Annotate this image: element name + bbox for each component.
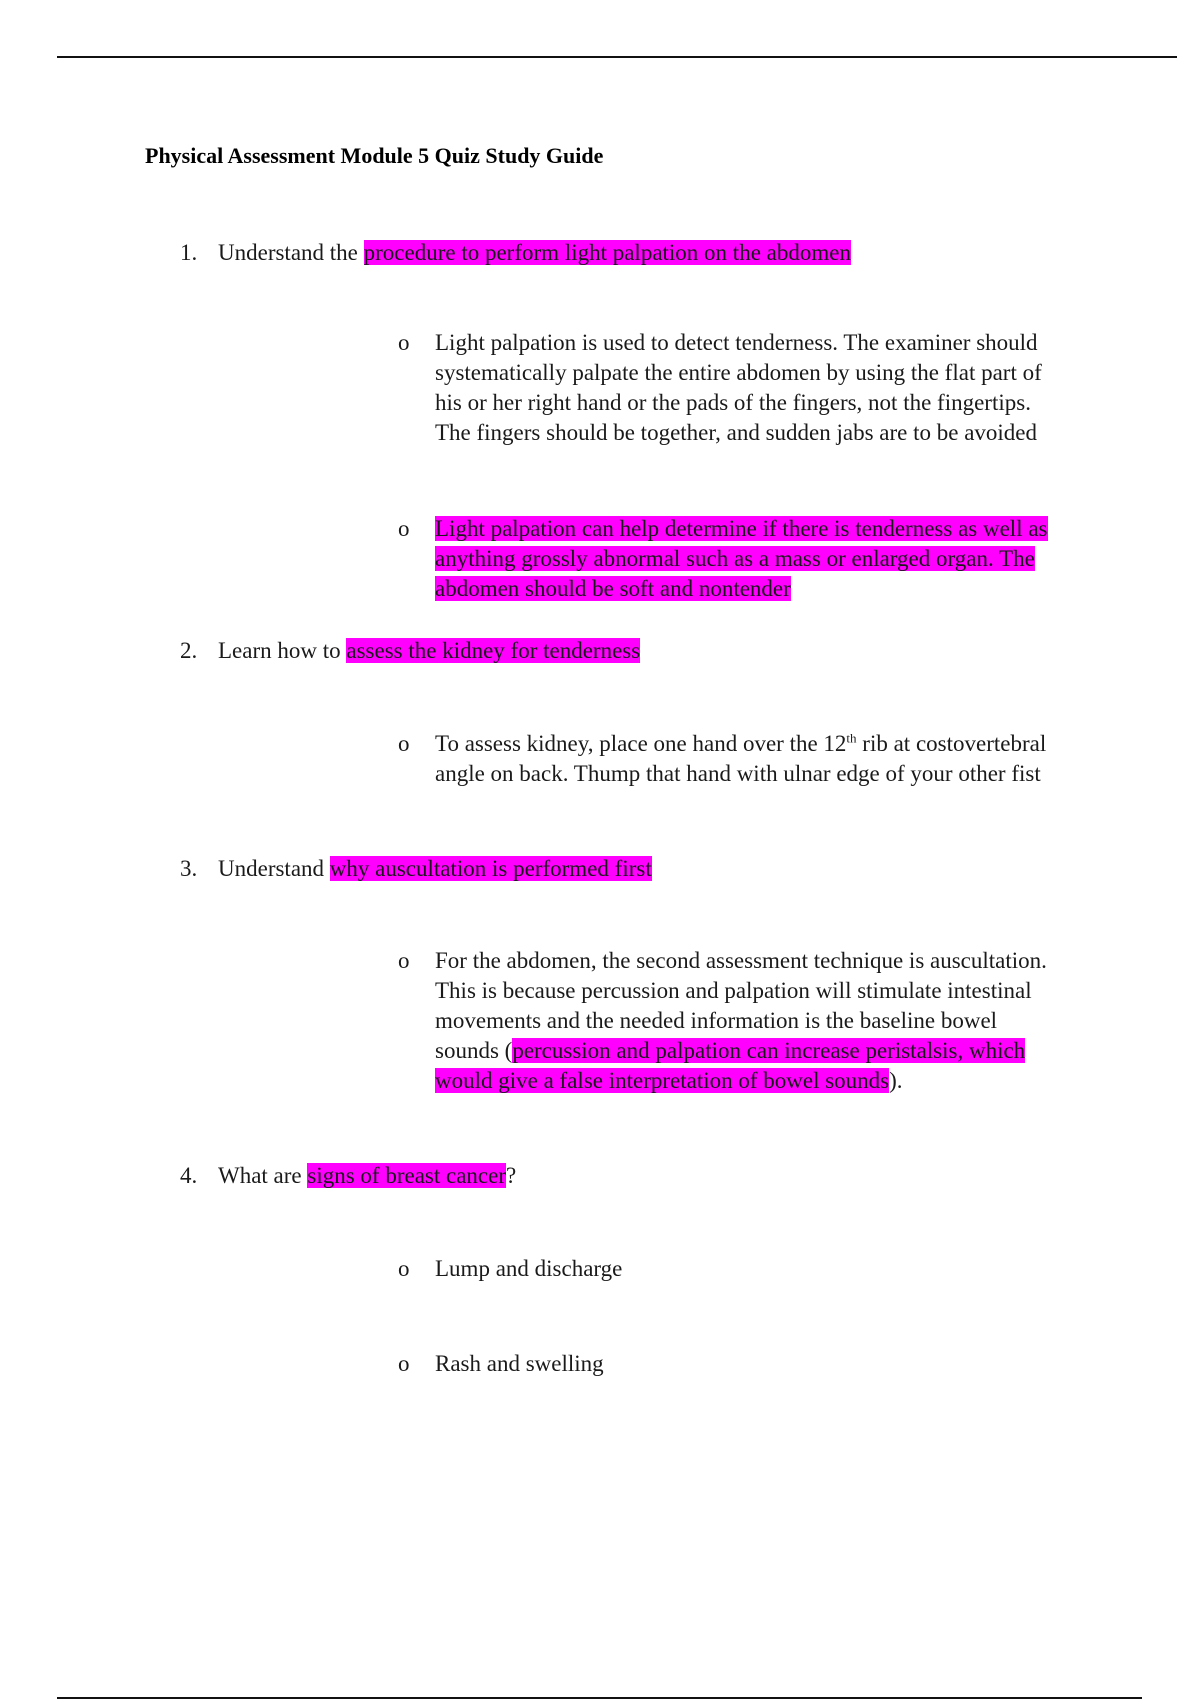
footer-rule xyxy=(57,1697,1142,1699)
page-title: Physical Assessment Module 5 Quiz Study Guide xyxy=(145,143,604,168)
question-suffix: ? xyxy=(506,1163,517,1188)
question-4 xyxy=(180,1163,516,1189)
bullet-text xyxy=(435,514,1095,604)
highlighted-text: procedure to perform light palpation on the abdomen xyxy=(363,240,851,265)
header-rule xyxy=(57,56,1177,58)
highlighted-text: anything grossly abnormal such as a mass or enlarged organ. The xyxy=(435,546,1035,571)
text-line: For the abdomen, the second assessment technique is auscultation. xyxy=(435,948,1047,973)
bullet-text xyxy=(435,1349,1095,1379)
bullet-marker: o xyxy=(398,731,410,756)
question-text: What are xyxy=(218,1163,308,1188)
question-text: Understand xyxy=(218,856,330,881)
text-line: angle on back. Thump that hand with ulnar edge of your other fist xyxy=(435,761,1041,786)
text-line: Lump and discharge xyxy=(435,1256,623,1281)
question-text: Learn how to xyxy=(218,638,347,663)
question-1 xyxy=(180,240,851,266)
highlighted-text: signs of breast cancer xyxy=(307,1163,507,1188)
bullet-marker: o xyxy=(398,1351,410,1376)
highlighted-text: would give a false interpretation of bowel sounds xyxy=(435,1068,890,1093)
highlighted-text: why auscultation is performed first xyxy=(329,856,652,881)
text-line: his or her right hand or the pads of the fingers, not the fingertips. xyxy=(435,390,1031,415)
question-number: 1. xyxy=(180,240,198,265)
question-3 xyxy=(180,856,652,882)
text-line: sounds (percussion and palpation can increase peristalsis, which xyxy=(435,1038,1026,1063)
bullet-text xyxy=(435,1254,1095,1284)
bullet-marker: o xyxy=(398,948,410,973)
superscript: th xyxy=(846,730,857,746)
bullet-text xyxy=(435,328,1095,448)
bullet-marker: o xyxy=(398,516,410,541)
text-line: movements and the needed information is the baseline bowel xyxy=(435,1008,998,1033)
highlighted-text: percussion and palpation can increase peristalsis, which xyxy=(512,1038,1026,1063)
text-line: To assess kidney, place one hand over the 12th rib at costovertebral xyxy=(435,730,1047,756)
question-2 xyxy=(180,638,640,664)
highlighted-text: Light palpation can help determine if there is tenderness as well as xyxy=(435,516,1048,541)
text-line: Rash and swelling xyxy=(435,1351,604,1376)
highlighted-text: assess the kidney for tenderness xyxy=(346,638,641,663)
bullet-marker: o xyxy=(398,1256,410,1281)
bullet-text xyxy=(435,946,1095,1096)
bullet-marker: o xyxy=(398,330,410,355)
text-line: The fingers should be together, and sudden jabs are to be avoided xyxy=(435,420,1038,445)
bullet-text xyxy=(435,729,1095,789)
question-number: 3. xyxy=(180,856,198,881)
question-number: 2. xyxy=(180,638,198,663)
text-line: systematically palpate the entire abdomen by using the flat part of xyxy=(435,360,1042,385)
question-text: Understand the xyxy=(218,240,364,265)
text-line: would give a false interpretation of bowel sounds). xyxy=(435,1068,903,1093)
question-number: 4. xyxy=(180,1163,198,1188)
highlighted-text: abdomen should be soft and nontender xyxy=(435,576,791,601)
text-line: Light palpation is used to detect tenderness. The examiner should xyxy=(435,330,1038,355)
text-line: This is because percussion and palpation will stimulate intestinal xyxy=(435,978,1032,1003)
